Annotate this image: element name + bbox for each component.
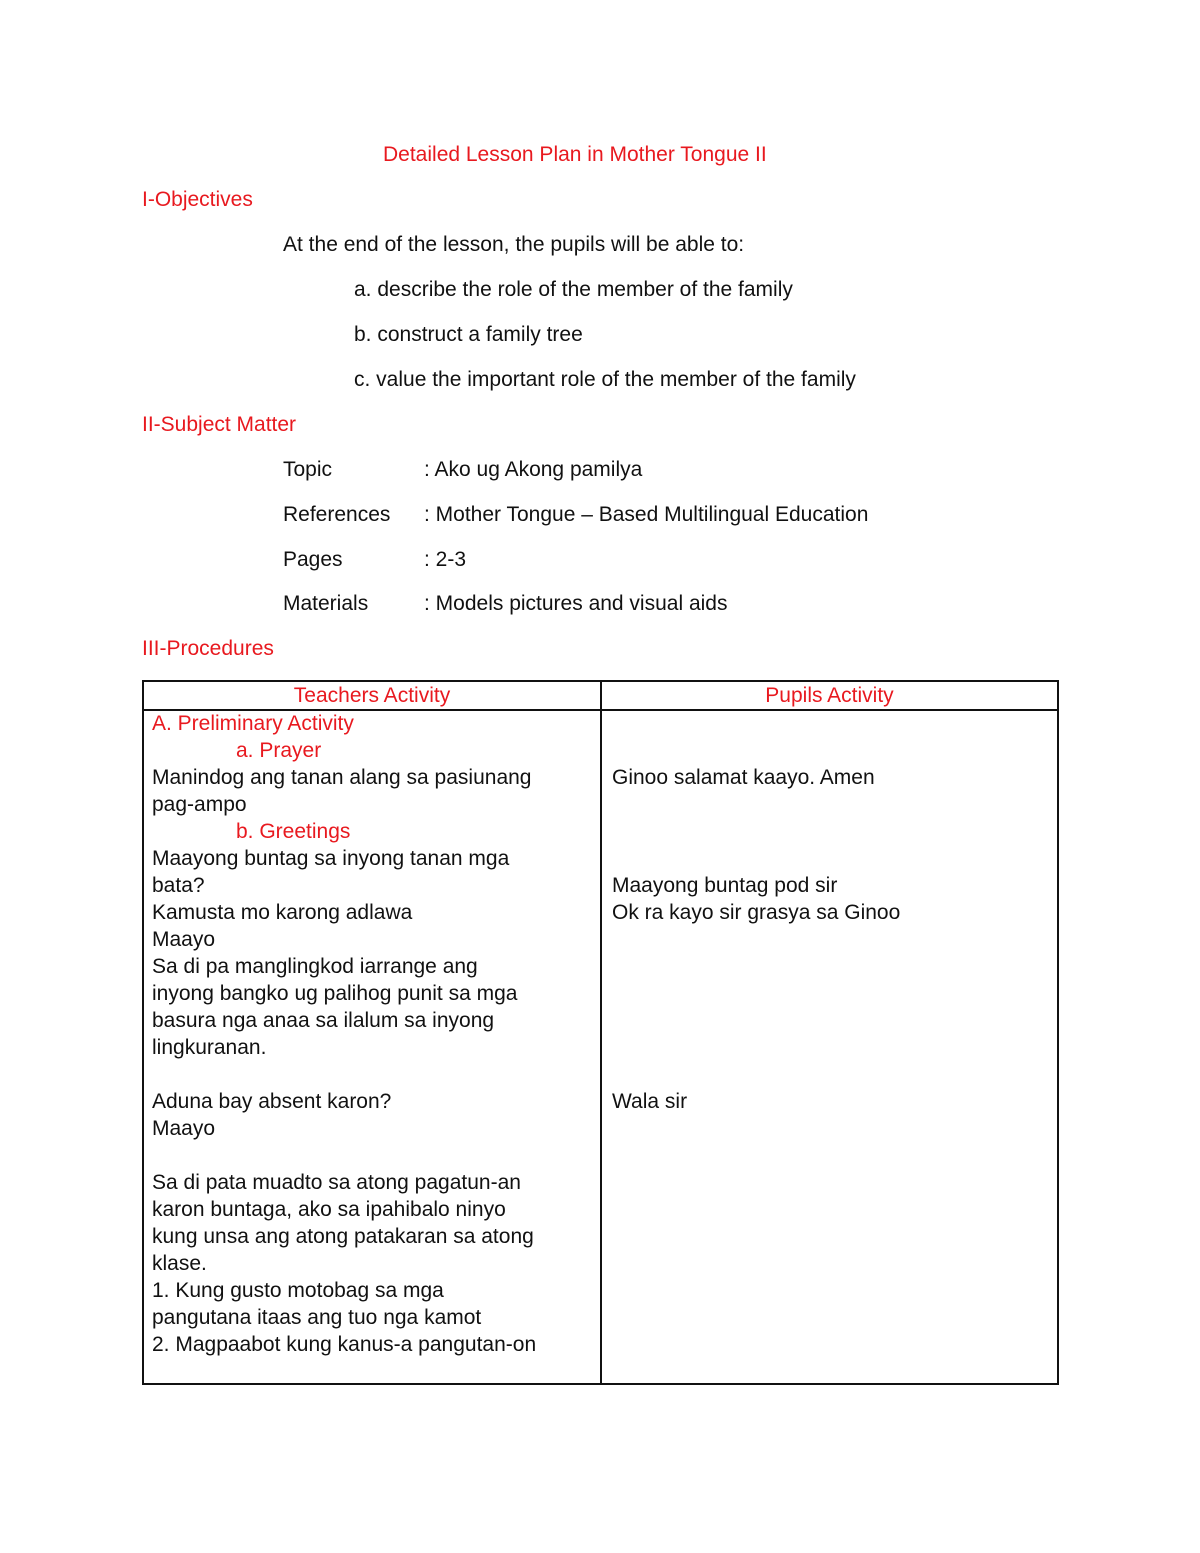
pupil-response: Wala sir — [612, 1090, 688, 1113]
teacher-line: bata? — [152, 874, 205, 897]
subject-label-materials: Materials — [283, 592, 369, 615]
teacher-line: Sa di pata muadto sa atong pagatun-an — [152, 1171, 521, 1194]
subject-label-references: References — [283, 503, 391, 526]
teacher-line: Aduna bay absent karon? — [152, 1090, 392, 1113]
subject-label-pages: Pages — [283, 548, 343, 571]
subject-matter-heading: II-Subject Matter — [142, 413, 297, 436]
teacher-line: 1. Kung gusto motobag sa mga — [152, 1279, 444, 1302]
teacher-line: kung unsa ang atong patakaran sa atong — [152, 1225, 534, 1248]
objectives-heading: I-Objectives — [142, 188, 253, 211]
teacher-line: Kamusta mo karong adlawa — [152, 901, 413, 924]
teacher-line: Maayo — [152, 1117, 216, 1140]
teacher-line: karon buntaga, ako sa ipahibalo ninyo — [152, 1198, 506, 1221]
teacher-line: 2. Magpaabot kung kanus-a pangutan-on — [152, 1333, 537, 1356]
subject-label-topic: Topic — [283, 458, 333, 481]
column-header-teachers: Teachers Activity — [293, 684, 451, 707]
teacher-line: lingkuranan. — [152, 1036, 267, 1059]
teacher-line: Maayong buntag sa inyong tanan mga — [152, 847, 510, 870]
subject-value-pages: : 2-3 — [424, 548, 467, 571]
preliminary-activity-heading: A. Preliminary Activity — [152, 712, 354, 735]
pupil-response: Maayong buntag pod sir — [612, 874, 838, 897]
teacher-line: Manindog ang tanan alang sa pasiunang — [152, 766, 532, 789]
procedures-heading: III-Procedures — [142, 637, 274, 660]
subject-value-topic: : Ako ug Akong pamilya — [424, 458, 643, 481]
greetings-heading: b. Greetings — [236, 820, 351, 843]
objectives-intro: At the end of the lesson, the pupils will be able to: — [283, 233, 745, 256]
teacher-line: basura nga anaa sa ilalum sa inyong — [152, 1009, 495, 1032]
objective-item-b: b. construct a family tree — [354, 323, 583, 346]
document-title: Detailed Lesson Plan in Mother Tongue II — [383, 143, 767, 166]
column-header-pupils: Pupils Activity — [765, 684, 894, 707]
objective-item-c: c. value the important role of the member of the family — [354, 368, 856, 391]
objective-item-a: a. describe the role of the member of the family — [354, 278, 793, 301]
prayer-heading: a. Prayer — [236, 739, 322, 762]
subject-value-materials: : Models pictures and visual aids — [424, 592, 728, 615]
table-column-divider — [600, 682, 602, 1383]
subject-value-references: : Mother Tongue – Based Multilingual Education — [424, 503, 869, 526]
pupil-response: Ok ra kayo sir grasya sa Ginoo — [612, 901, 901, 924]
teacher-line: klase. — [152, 1252, 207, 1275]
teacher-line: inyong bangko ug palihog punit sa mga — [152, 982, 518, 1005]
teacher-line: Maayo — [152, 928, 216, 951]
teacher-line: Sa di pa manglingkod iarrange ang — [152, 955, 478, 978]
teacher-line: pag-ampo — [152, 793, 247, 816]
pupil-response: Ginoo salamat kaayo. Amen — [612, 766, 875, 789]
procedures-table — [142, 680, 1059, 1385]
teacher-line: pangutana itaas ang tuo nga kamot — [152, 1306, 482, 1329]
